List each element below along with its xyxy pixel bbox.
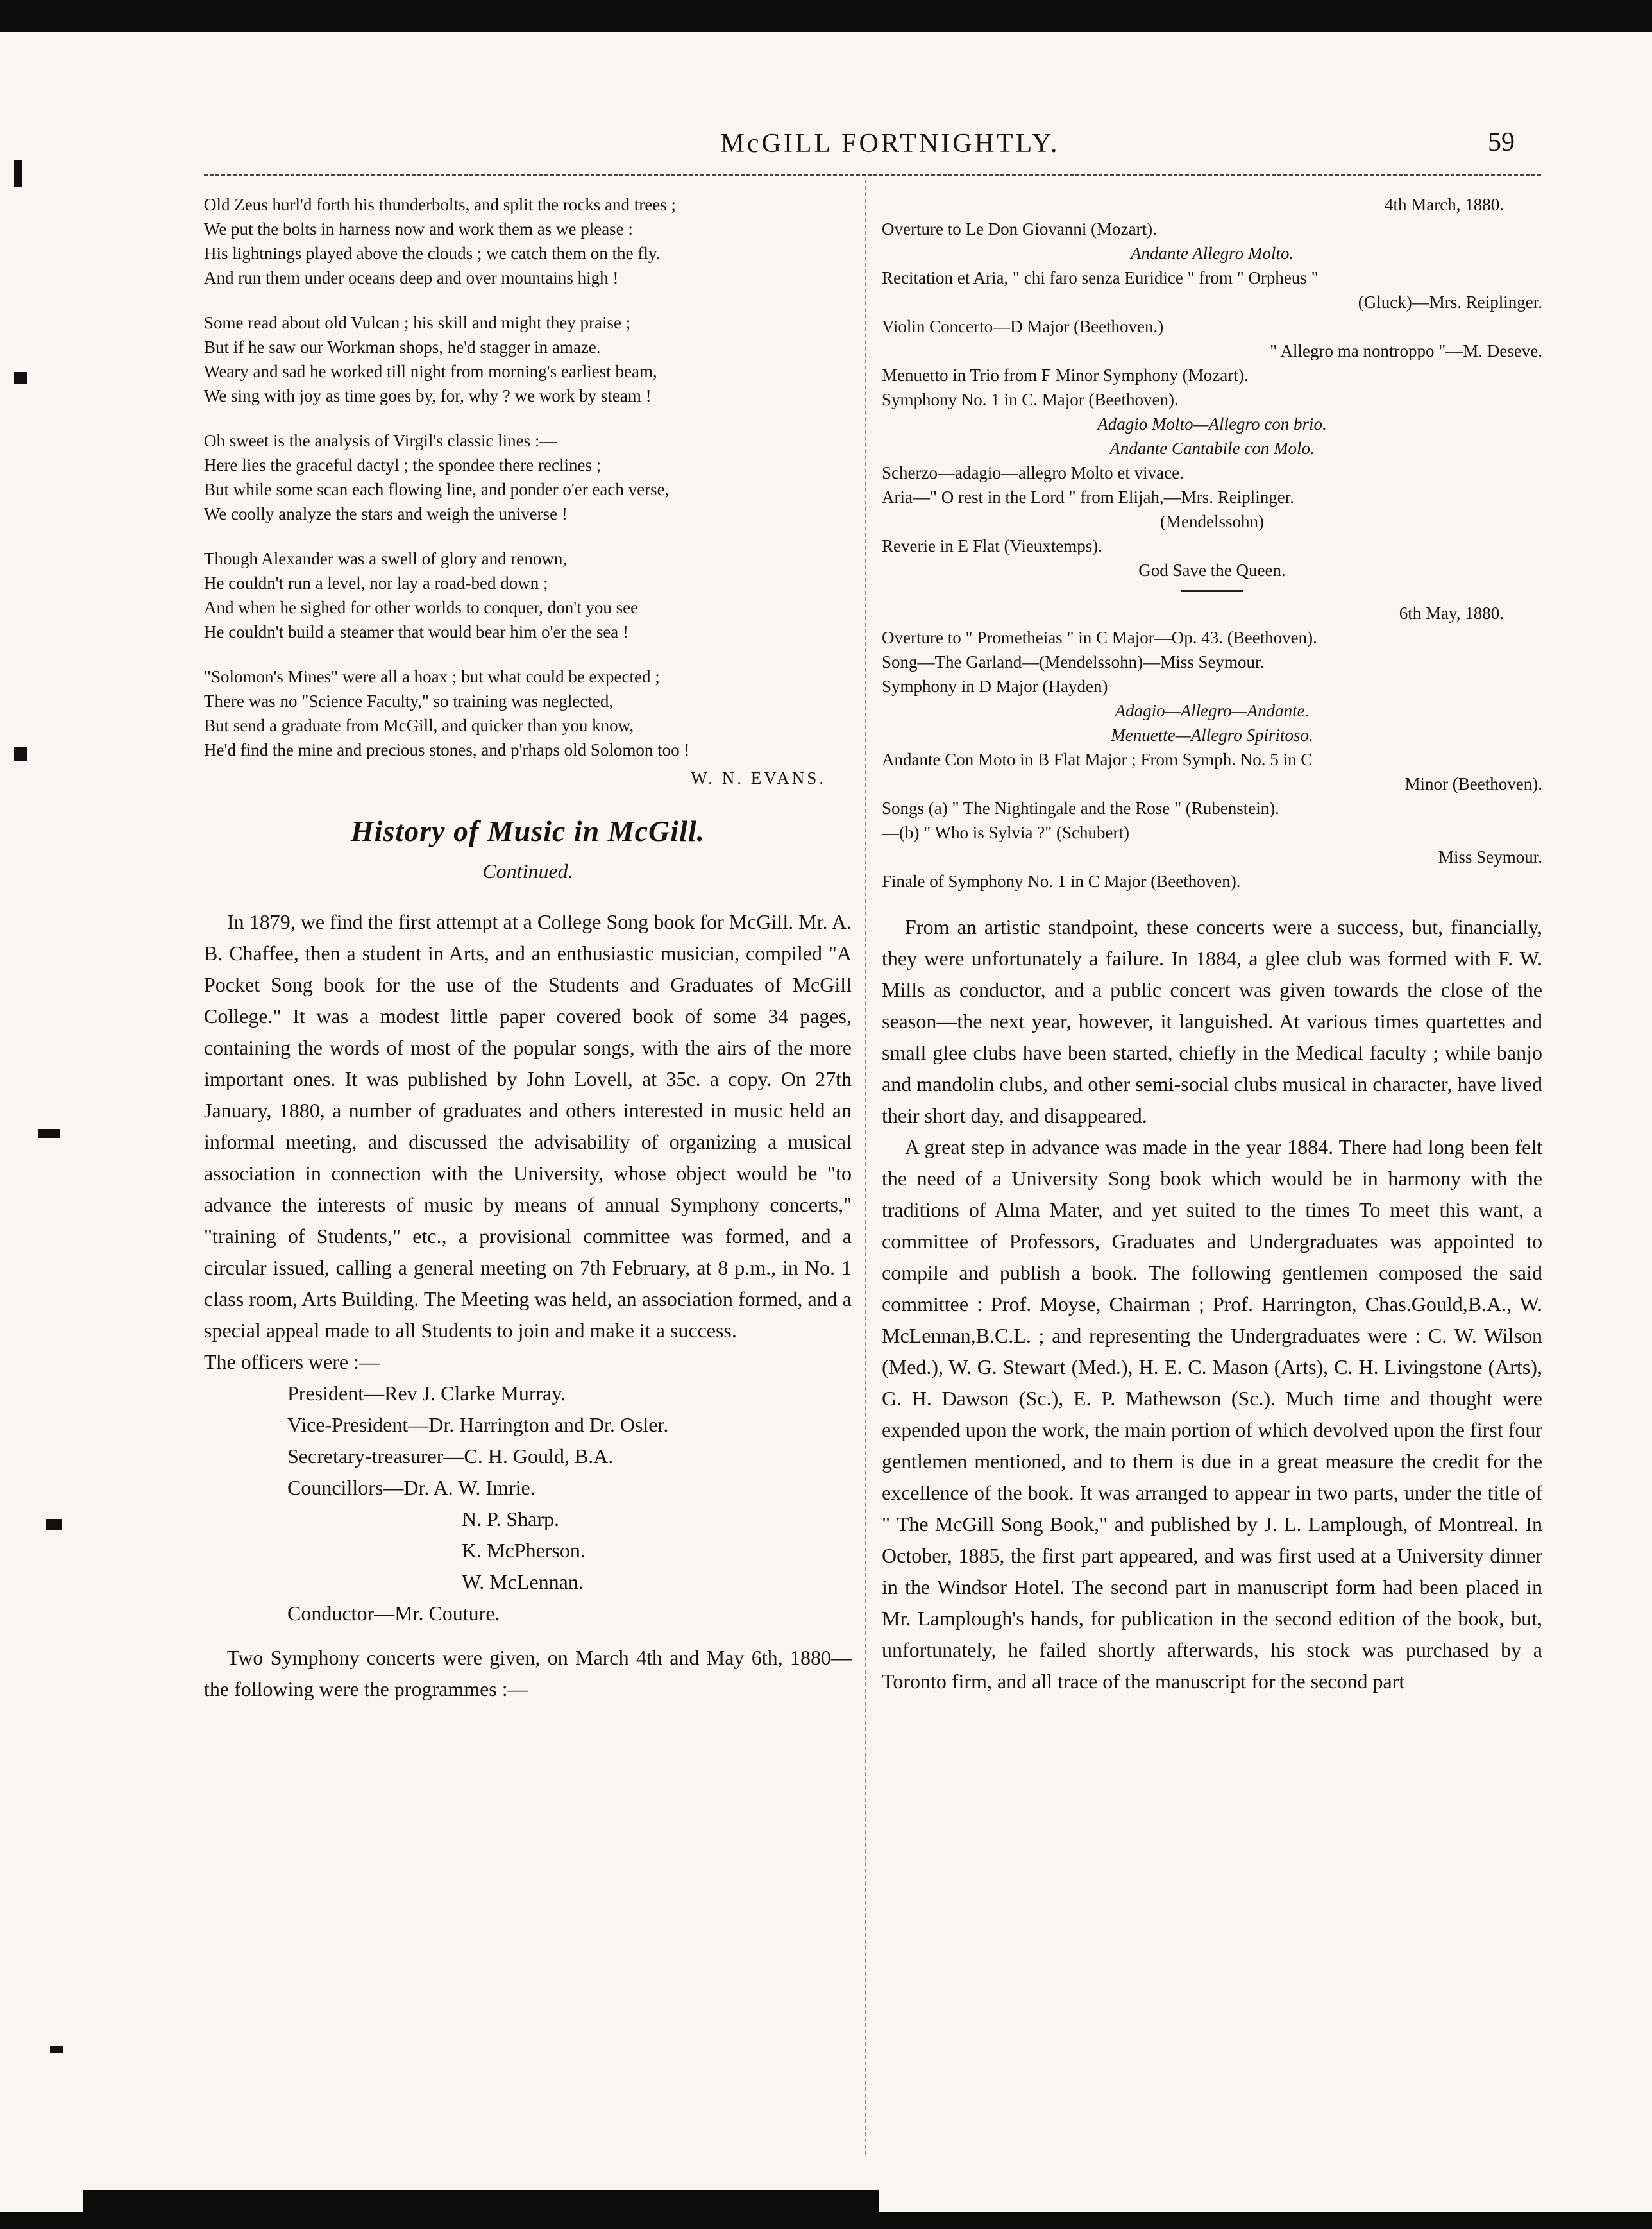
programme-item: God Save the Queen. xyxy=(1138,561,1286,580)
poem-stanza xyxy=(204,192,852,290)
poem-line: Here lies the graceful dactyl ; the spondee there reclines ; xyxy=(204,455,602,475)
programme-item: Songs (a) " The Nightingale and the Rose " (Rubenstein). xyxy=(882,799,1279,818)
officer-vice-president: Vice-President—Dr. Harrington and Dr. Osler. xyxy=(287,1413,669,1436)
poem-stanza xyxy=(204,310,852,408)
right-column xyxy=(882,192,1542,1697)
officers-intro: The officers were :— xyxy=(204,1350,380,1373)
programme-item: Symphony No. 1 in C. Major (Beethoven). xyxy=(882,390,1179,409)
officer-conductor: Conductor—Mr. Couture. xyxy=(287,1602,500,1625)
programme-item: Aria—" O rest in the Lord " from Elijah,—Mrs. Reiplinger. xyxy=(882,487,1294,507)
programme-item: Overture to " Prometheias " in C Major—Op. 43. (Beethoven). xyxy=(882,628,1317,647)
poem-line: We sing with joy as time goes by, for, why ? we work by steam ! xyxy=(204,386,652,405)
programme-item: Finale of Symphony No. 1 in C Major (Beethoven). xyxy=(882,872,1241,891)
officer-councillor: W. McLennan. xyxy=(462,1570,584,1593)
poem-line: We coolly analyze the stars and weigh the universe ! xyxy=(204,504,568,523)
poem-line: Old Zeus hurl'd forth his thunderbolts, and split the rocks and trees ; xyxy=(204,195,676,214)
poem-line: But send a graduate from McGill, and quicker than you know, xyxy=(204,716,634,735)
poem-line: He'd find the mine and precious stones, and p'rhaps old Solomon too ! xyxy=(204,740,690,759)
officer-secretary: Secretary-treasurer—C. H. Gould, B.A. xyxy=(287,1445,614,1468)
page-header-title: McGILL FORTNIGHTLY. xyxy=(720,129,1060,158)
officer-president: President—Rev J. Clarke Murray. xyxy=(287,1382,566,1405)
programme-date: 4th March, 1880. xyxy=(1385,195,1504,214)
poem-line: He couldn't build a steamer that would bear him o'er the sea ! xyxy=(204,622,629,641)
margin-mark xyxy=(14,160,22,187)
programme-item: " Allegro ma nontroppo "—M. Deseve. xyxy=(1270,341,1542,360)
programme-item: Recitation et Aria, " chi faro senza Euridice " from " Orpheus " xyxy=(882,268,1319,287)
poem-line: Weary and sad he worked till night from morning's earliest beam, xyxy=(204,362,657,381)
article-title: History of Music in McGill. xyxy=(350,815,705,847)
programme-item: Symphony in D Major (Hayden) xyxy=(882,677,1108,696)
programme-tempo: Adagio—Allegro—Andante. xyxy=(1115,701,1310,720)
programme-item: Reverie in E Flat (Vieuxtemps). xyxy=(882,536,1103,555)
programme-item: Overture to Le Don Giovanni (Mozart). xyxy=(882,219,1157,239)
programme-item: Violin Concerto—D Major (Beethoven.) xyxy=(882,317,1164,336)
officer-councillors: Councillors—Dr. A. W. Imrie. xyxy=(287,1476,535,1499)
poem-line: "Solomon's Mines" were all a hoax ; but what could be expected ; xyxy=(204,667,660,686)
programme-item: Miss Seymour. xyxy=(1438,847,1542,867)
programme-item: Scherzo—adagio—allegro Molto et vivace. xyxy=(882,463,1184,482)
poem xyxy=(204,192,852,762)
article-paragraph: Two Symphony concerts were given, on March 4th and May 6th, 1880—the following were the programmes :— xyxy=(204,1646,852,1700)
poem-stanza xyxy=(204,547,852,644)
programme-tempo: Adagio Molto—Allegro con brio. xyxy=(1097,414,1327,434)
margin-mark xyxy=(50,2046,63,2053)
programme-separator xyxy=(1181,590,1243,592)
officer-councillor: N. P. Sharp. xyxy=(462,1507,560,1530)
scan-bottom-border-stub xyxy=(83,2190,879,2213)
programme-item: Andante Con Moto in B Flat Major ; From Symph. No. 5 in C xyxy=(882,750,1313,769)
poem-line: Oh sweet is the analysis of Virgil's classic lines :— xyxy=(204,431,557,450)
article-paragraph: A great step in advance was made in the year 1884. There had long been felt the need of a University Song book which would be in harmony with the traditions of Alma Mater, and yet suited to the times To meet this want, a committee of Professors, Graduates and Undergraduates was appointed to compile and publish a book. The following gentlemen composed the said committee : Prof. Moyse, Chairman ; Prof. Harrington, Chas.Gould,B.A., W. McLennan,B.C.L. ; and representing the Undergraduates were : C. W. Wilson (Med.), W. G. Stewart (Med.), H. E. C. Mason (Arts), C. H. Livingstone (Arts), G. H. Dawson (Sc.), E. P. Mathewson (Sc.). Much time and thought were expended upon the work, the main portion of which devolved upon the first four gentlemen mentioned, and to them is due in a great measure the credit for the excellence of the book. It was arranged to appear in two parts, under the title of " The McGill Song Book," and published by J. L. Lamplough, of Montreal. In October, 1885, the first part appeared, and was first used at a University dinner in the Windsor Hotel. The second part in manuscript form had been placed in Mr. Lamplough's hands, for publication in the second edition of the book, but, unfortunately, he failed shortly afterwards, his stock was purchased by a Toronto firm, and all trace of the manuscript for the second part xyxy=(882,1135,1542,1693)
poem-line: But while some scan each flowing line, and ponder o'er each verse, xyxy=(204,480,670,499)
programme-item: (Mendelssohn) xyxy=(1160,512,1264,531)
column-divider xyxy=(865,180,866,2155)
poem-line: There was no "Science Faculty," so training was neglected, xyxy=(204,691,614,711)
programme-item: (Gluck)—Mrs. Reiplinger. xyxy=(1358,292,1542,312)
margin-mark xyxy=(14,747,27,761)
poem-line: And when he sighed for other worlds to conquer, don't you see xyxy=(204,598,639,617)
margin-mark xyxy=(14,372,27,384)
programme-item: Minor (Beethoven). xyxy=(1404,774,1542,793)
poem-signature: W. N. EVANS. xyxy=(691,768,826,788)
programme-item: —(b) " Who is Sylvia ?" (Schubert) xyxy=(882,823,1129,842)
programme-item: Menuetto in Trio from F Minor Symphony (Mozart). xyxy=(882,366,1249,385)
scan-top-border xyxy=(0,0,1652,32)
poem-line: His lightnings played above the clouds ; we catch them on the fly. xyxy=(204,244,661,263)
officers-list xyxy=(204,1378,852,1629)
programme-tempo: Andante Allegro Molto. xyxy=(1130,244,1294,263)
article-paragraph: From an artistic standpoint, these concerts were a success, but, financially, they were unfortunately a failure. In 1884, a glee club was formed with F. W. Mills as conductor, and a public concert was given towards the close of the season—the next year, however, it languished. At various times quartettes and small glee clubs have been started, chiefly in the Medical faculty ; while banjo and mandolin clubs, and other semi-social clubs musical in character, have lived their short day, and disappeared. xyxy=(882,915,1542,1127)
poem-line: He couldn't run a level, nor lay a road-bed down ; xyxy=(204,573,548,593)
programme-item: Song—The Garland—(Mendelssohn)—Miss Seymour. xyxy=(882,652,1265,672)
margin-mark xyxy=(46,1519,62,1530)
article-continued: Continued. xyxy=(482,860,573,883)
officer-councillor: K. McPherson. xyxy=(462,1539,586,1562)
poem-line: We put the bolts in harness now and work them as we please : xyxy=(204,219,633,239)
page-number: 59 xyxy=(1488,128,1515,157)
programme-march xyxy=(882,192,1542,582)
programme-date: 6th May, 1880. xyxy=(1399,604,1504,623)
scan-bottom-border xyxy=(0,2212,1652,2229)
poem-line: Some read about old Vulcan ; his skill and might they praise ; xyxy=(204,313,631,332)
header-rule xyxy=(204,174,1541,179)
margin-mark xyxy=(38,1129,60,1138)
programme-tempo: Menuette—Allegro Spiritoso. xyxy=(1111,725,1313,745)
poem-line: And run them under oceans deep and over mountains high ! xyxy=(204,268,619,287)
left-column xyxy=(204,192,852,1705)
programme-may xyxy=(882,601,1542,894)
article-paragraph: In 1879, we find the first attempt at a College Song book for McGill. Mr. A. B. Chaffee, then a student in Arts, and an enthusiastic musician, compiled "A Pocket Song book for the use of the Students and Graduates of McGill College." It was a modest little paper covered book of some 34 pages, containing the words of most of the popular songs, with the airs of the more important ones. It was published by John Lovell, at 35c. a copy. On 27th January, 1880, a number of graduates and others interested in music held an informal meeting, and discussed the advisability of organizing a musical association in connection with the University, whose object would be "to advance the interests of music by means of annual Symphony concerts," "training of Students," etc., a provisional committee was formed, and a circular issued, calling a general meeting on 7th February, at 8 p.m., in No. 1 class room, Arts Building. The Meeting was held, an association formed, and a special appeal made to all Students to join and make it a success. xyxy=(204,910,852,1342)
poem-line: But if he saw our Workman shops, he'd stagger in amaze. xyxy=(204,337,601,357)
poem-stanza xyxy=(204,665,852,762)
poem-line: Though Alexander was a swell of glory and renown, xyxy=(204,549,568,568)
poem-stanza xyxy=(204,428,852,526)
programme-tempo: Andante Cantabile con Molo. xyxy=(1109,439,1315,458)
